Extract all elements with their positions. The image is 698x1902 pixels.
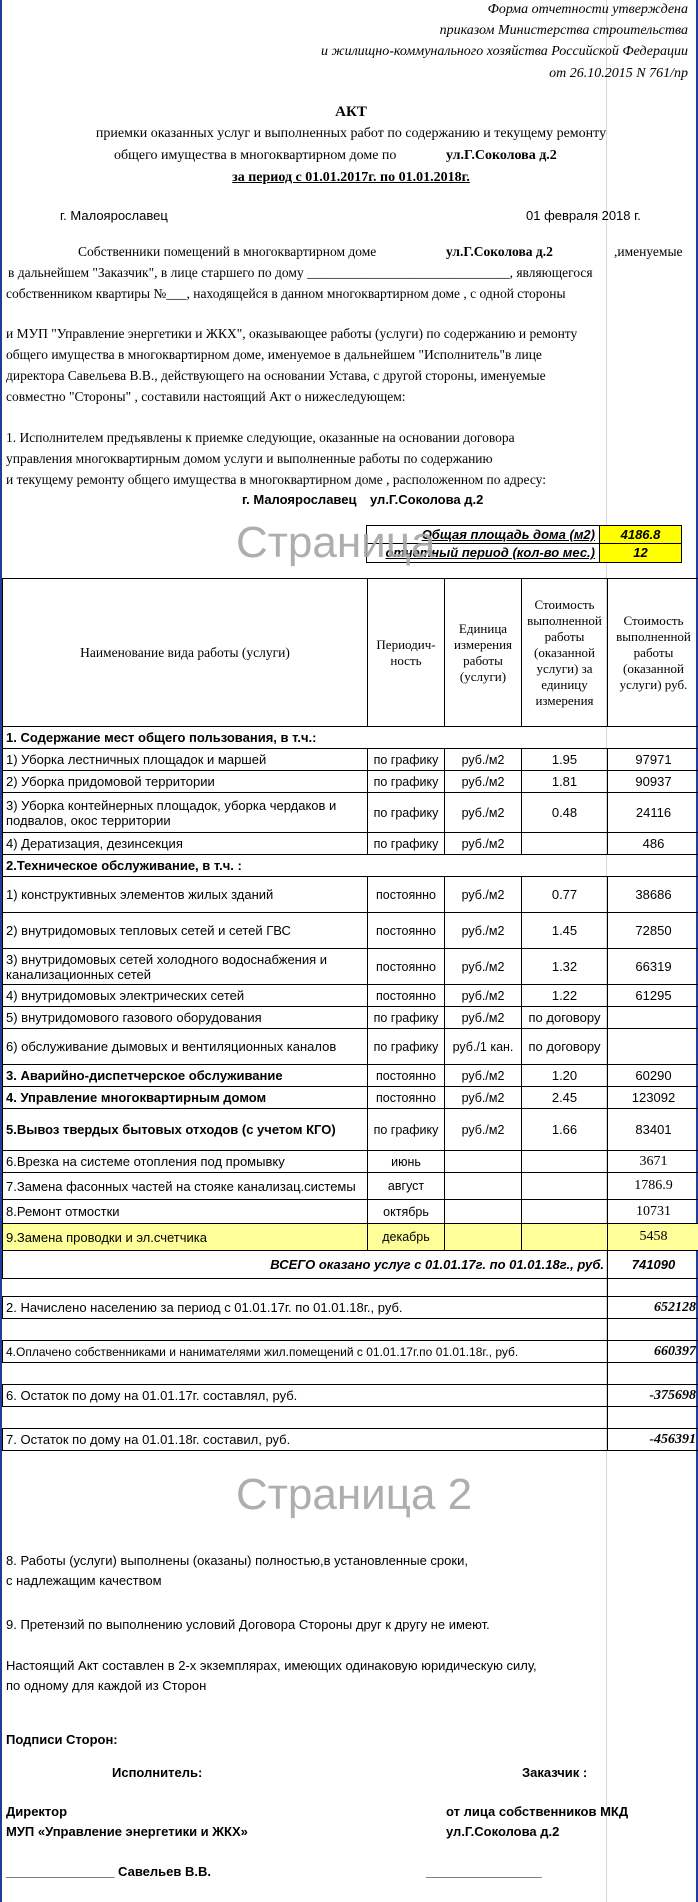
intro-p1-line3: собственником квартиры №___, находящейся в данном многоквартирном доме , с одной стороны — [6, 286, 566, 301]
row-unit-cost: 2.45 — [522, 1087, 608, 1109]
balance-label: 6. Остаток по дому на 01.01.17г. составлял, руб. — [3, 1385, 608, 1407]
table-row — [3, 877, 698, 913]
section-title: 2.Техническое обслуживание, в т.ч. : — [3, 855, 698, 877]
table-row — [3, 1109, 698, 1151]
table-row — [3, 1087, 698, 1109]
row-total-cost: 3671 — [608, 1151, 698, 1173]
col-header-unit-cost: Стоимость выполненной работы (оказанной услуги) за единицу измерения — [522, 579, 608, 727]
total-row — [3, 1251, 698, 1279]
intro-p2-line1: и МУП "Управление энергетики и ЖКХ", оказывающее работы (услуги) по содержанию и ремонту — [6, 326, 578, 341]
intro-p1-addr: ул.Г.Соколова д.2 — [446, 244, 553, 259]
period-label: отчетный период (кол-во мес.) — [385, 545, 595, 560]
row-total-cost: 10731 — [608, 1200, 698, 1224]
table-row — [3, 1151, 698, 1173]
row-total-cost: 38686 — [608, 877, 698, 913]
title-line-2: общего имущества в многоквартирном доме по — [114, 148, 397, 163]
spacer-cell — [608, 1279, 698, 1297]
row-unit — [445, 1224, 522, 1251]
total-value: 741090 — [608, 1251, 698, 1279]
row-unit: руб./м2 — [445, 985, 522, 1007]
spacer-row — [3, 1319, 698, 1341]
row-periodicity: по графику — [368, 771, 445, 793]
spacer-cell — [608, 1363, 698, 1385]
act-title: АКТ — [335, 104, 367, 120]
row-periodicity: постоянно — [368, 949, 445, 985]
total-label: ВСЕГО оказано услуг с 01.01.17г. по 01.01.18г., руб. — [3, 1251, 608, 1279]
row-unit — [445, 1173, 522, 1200]
row-unit: руб./м2 — [445, 1007, 522, 1029]
customer-label: Заказчик : — [522, 1765, 588, 1780]
row-unit-cost: 1.32 — [522, 949, 608, 985]
row-periodicity: октябрь — [368, 1200, 445, 1224]
row-name: 4) внутридомовых электрических сетей — [3, 985, 368, 1007]
balance-label: 2. Начислено населению за период с 01.01.17г. по 01.01.18г., руб. — [3, 1297, 608, 1319]
signature-executor: _______________ Савельев В.В. — [6, 1864, 211, 1879]
table-row — [3, 727, 698, 749]
row-periodicity: по графику — [368, 793, 445, 833]
table-row — [3, 1029, 698, 1065]
row-name: 4) Дератизация, дезинсекция — [3, 833, 368, 855]
director-label: Директор — [6, 1804, 68, 1819]
balance-row — [3, 1297, 698, 1319]
closing-p9: 9. Претензий по выполнению условий Договора Стороны друг к другу не имеют. — [6, 1617, 490, 1632]
row-total-cost: 61295 — [608, 985, 698, 1007]
row-name: 5.Вывоз твердых бытовых отходов (с учетом КГО) — [3, 1109, 368, 1151]
signature-customer: ________________ — [426, 1864, 542, 1879]
row-unit: руб./м2 — [445, 1087, 522, 1109]
org-name: МУП «Управление энергетики и ЖКХ» — [6, 1824, 248, 1839]
row-unit: руб./м2 — [445, 949, 522, 985]
intro-p3-line3: и текущему ремонту общего имущества в многоквартирном доме , расположенном по адресу: — [6, 472, 546, 487]
spacer-cell — [608, 1407, 698, 1429]
row-name: 2) Уборка придомовой территории — [3, 771, 368, 793]
header-line-3: и жилищно-коммунального хозяйства Российской Федерации — [321, 44, 688, 59]
owners-address: ул.Г.Соколова д.2 — [446, 1824, 560, 1839]
balance-value: 652128 — [608, 1297, 698, 1319]
table-row — [3, 833, 698, 855]
col-header-name: Наименование вида работы (услуги) — [3, 579, 368, 727]
row-unit: руб./м2 — [445, 749, 522, 771]
section-title: 1. Содержание мест общего пользования, в т.ч.: — [3, 727, 698, 749]
balance-row — [3, 1341, 698, 1363]
row-unit: руб./м2 — [445, 877, 522, 913]
row-total-cost: 72850 — [608, 913, 698, 949]
row-unit-cost: 1.66 — [522, 1109, 608, 1151]
row-periodicity: по графику — [368, 1109, 445, 1151]
page-watermark-1: Страница — [236, 518, 436, 567]
intro-p1-line2: в дальнейшем "Заказчик", в лице старшего по дому ______________________________, являющегося — [8, 265, 593, 280]
row-unit-cost — [522, 1151, 608, 1173]
city: г. Малоярославец — [60, 208, 168, 223]
row-name: 3. Аварийно-диспетчерское обслуживание — [3, 1065, 368, 1087]
row-total-cost: 1786.9 — [608, 1173, 698, 1200]
row-total-cost: 97971 — [608, 749, 698, 771]
row-total-cost — [608, 1007, 698, 1029]
spacer-cell — [608, 1319, 698, 1341]
row-unit: руб./м2 — [445, 913, 522, 949]
period-value-cell — [599, 544, 682, 563]
closing-p10-line2: по одному для каждой из Сторон — [6, 1678, 207, 1693]
row-periodicity: постоянно — [368, 1065, 445, 1087]
row-total-cost: 24116 — [608, 793, 698, 833]
title-address: ул.Г.Соколова д.2 — [446, 148, 557, 163]
closing-p8-line2: с надлежащим качеством — [6, 1573, 162, 1588]
header-line-2: приказом Министерства строительства — [439, 23, 688, 38]
row-periodicity: август — [368, 1173, 445, 1200]
row-name: 9.Замена проводки и эл.счетчика — [3, 1224, 368, 1251]
row-periodicity: по графику — [368, 833, 445, 855]
period-value: 12 — [633, 545, 648, 560]
title-line-1: приемки оказанных услуг и выполненных работ по содержанию и текущему ремонту — [95, 126, 607, 141]
row-unit — [445, 1151, 522, 1173]
balance-label: 7. Остаток по дому на 01.01.18г. составил, руб. — [3, 1429, 608, 1451]
spacer-row — [3, 1279, 698, 1297]
row-total-cost: 5458 — [608, 1224, 698, 1251]
col-header-total-cost: Стоимость выполненной работы (оказанной услуги) руб. — [608, 579, 698, 727]
spacer-row — [3, 1363, 698, 1385]
closing-p8-line1: 8. Работы (услуги) выполнены (оказаны) полностью,в установленные сроки, — [6, 1553, 468, 1568]
date: 01 февраля 2018 г. — [526, 208, 641, 223]
col-header-periodicity: Периодич-ность — [368, 579, 445, 727]
row-name: 6.Врезка на системе отопления под промывку — [3, 1151, 368, 1173]
area-value-cell — [599, 525, 682, 544]
table-row — [3, 985, 698, 1007]
table-row — [3, 855, 698, 877]
row-unit-cost: 1.20 — [522, 1065, 608, 1087]
table-row — [3, 949, 698, 985]
area-label: Общая площадь дома (м2) — [421, 527, 595, 542]
spacer-cell — [3, 1279, 608, 1297]
closing-p10-line1: Настоящий Акт составлен в 2-х экземплярах, имеющих одинаковую юридическую силу, — [6, 1658, 537, 1673]
row-name: 8.Ремонт отмостки — [3, 1200, 368, 1224]
row-unit-cost — [522, 833, 608, 855]
row-unit-cost: по договору — [522, 1007, 608, 1029]
header-line-1: Форма отчетности утверждена — [487, 2, 688, 17]
row-unit: руб./м2 — [445, 1065, 522, 1087]
row-unit: руб./м2 — [445, 833, 522, 855]
table-row — [3, 771, 698, 793]
row-unit-cost: 1.45 — [522, 913, 608, 949]
spacer-row — [3, 1407, 698, 1429]
row-name: 6) обслуживание дымовых и вентиляционных каналов — [3, 1029, 368, 1065]
balance-row — [3, 1429, 698, 1451]
row-periodicity: декабрь — [368, 1224, 445, 1251]
row-unit-cost — [522, 1224, 608, 1251]
row-unit-cost: 0.48 — [522, 793, 608, 833]
header-line-4: от 26.10.2015 N 761/пр — [549, 66, 688, 81]
row-name: 5) внутридомового газового оборудования — [3, 1007, 368, 1029]
row-periodicity: июнь — [368, 1151, 445, 1173]
spacer-cell — [3, 1319, 608, 1341]
row-unit-cost — [522, 1200, 608, 1224]
owners-label: от лица собственников МКД — [446, 1804, 629, 1819]
table-row — [3, 1200, 698, 1224]
table-row — [3, 1224, 698, 1251]
intro-p3-city: г. Малоярославец — [242, 492, 357, 507]
balance-value: -375698 — [608, 1385, 698, 1407]
area-value: 4186.8 — [620, 527, 661, 542]
row-unit-cost: 0.77 — [522, 877, 608, 913]
table-row — [3, 793, 698, 833]
row-unit: руб./м2 — [445, 793, 522, 833]
row-unit-cost: 1.81 — [522, 771, 608, 793]
row-unit-cost: по договору — [522, 1029, 608, 1065]
row-periodicity: по графику — [368, 1029, 445, 1065]
balance-value: 660397 — [608, 1341, 698, 1363]
row-periodicity: по графику — [368, 1007, 445, 1029]
table-row — [3, 1173, 698, 1200]
row-total-cost — [608, 1029, 698, 1065]
works-table — [2, 578, 698, 1451]
table-row — [3, 913, 698, 949]
balance-value: -456391 — [608, 1429, 698, 1451]
intro-p2-line4: совместно "Стороны" , составили настоящий Акт о нижеследующем: — [6, 389, 406, 404]
row-name: 3) Уборка контейнерных площадок, уборка чердаков и подвалов, окос территории — [3, 793, 368, 833]
row-total-cost: 486 — [608, 833, 698, 855]
row-total-cost: 83401 — [608, 1109, 698, 1151]
intro-p3-addr: ул.Г.Соколова д.2 — [370, 492, 484, 507]
executor-label: Исполнитель: — [112, 1765, 203, 1780]
table-row — [3, 1065, 698, 1087]
intro-p2-line3: директора Савельева В.В., действующего на основании Устава, с другой стороны, именуемые — [6, 368, 546, 383]
row-name: 3) внутридомовых сетей холодного водоснабжения и канализационных сетей — [3, 949, 368, 985]
row-unit: руб./1 кан. — [445, 1029, 522, 1065]
row-periodicity: постоянно — [368, 1087, 445, 1109]
signatures-title: Подписи Сторон: — [6, 1732, 118, 1747]
row-name: 1) Уборка лестничных площадок и маршей — [3, 749, 368, 771]
row-total-cost: 123092 — [608, 1087, 698, 1109]
intro-p2-line2: общего имущества в многоквартирном доме, именуемое в дальнейшем "Исполнитель"в лице — [6, 347, 542, 362]
row-unit: руб./м2 — [445, 1109, 522, 1151]
row-total-cost: 90937 — [608, 771, 698, 793]
title-period: за период с 01.01.2017г. по 01.01.2018г. — [232, 170, 470, 185]
row-unit: руб./м2 — [445, 771, 522, 793]
row-periodicity: по графику — [368, 749, 445, 771]
intro-p1-b: ,именуемые — [614, 244, 683, 259]
table-row — [3, 1007, 698, 1029]
intro-p3-line2: управления многоквартирным домом услуги и выполненные работы по содержанию — [6, 451, 493, 466]
row-name: 1) конструктивных элементов жилых зданий — [3, 877, 368, 913]
spacer-cell — [3, 1363, 608, 1385]
row-total-cost: 60290 — [608, 1065, 698, 1087]
row-periodicity: постоянно — [368, 985, 445, 1007]
row-periodicity: постоянно — [368, 877, 445, 913]
row-unit-cost — [522, 1173, 608, 1200]
spacer-cell — [3, 1407, 608, 1429]
balance-row — [3, 1385, 698, 1407]
row-unit-cost: 1.22 — [522, 985, 608, 1007]
table-row — [3, 749, 698, 771]
row-total-cost: 66319 — [608, 949, 698, 985]
col-header-unit: Единица измерения работы (услуги) — [445, 579, 522, 727]
balance-label: 4.Оплачено собственниками и нанимателями жил.помещений с 01.01.17г.по 01.01.18г., руб. — [3, 1341, 608, 1363]
intro-p3-line1: 1. Исполнителем предъявлены к приемке следующие, оказанные на основании договора — [6, 430, 515, 445]
row-name: 2) внутридомовых тепловых сетей и сетей ГВС — [3, 913, 368, 949]
row-unit-cost: 1.95 — [522, 749, 608, 771]
row-unit — [445, 1200, 522, 1224]
page-watermark-2: Страница 2 — [236, 1470, 473, 1519]
row-periodicity: постоянно — [368, 913, 445, 949]
row-name: 4. Управление многоквартирным домом — [3, 1087, 368, 1109]
intro-p1-a: Собственники помещений в многоквартирном доме — [78, 244, 377, 259]
row-name: 7.Замена фасонных частей на стояке канализац.системы — [3, 1173, 368, 1200]
